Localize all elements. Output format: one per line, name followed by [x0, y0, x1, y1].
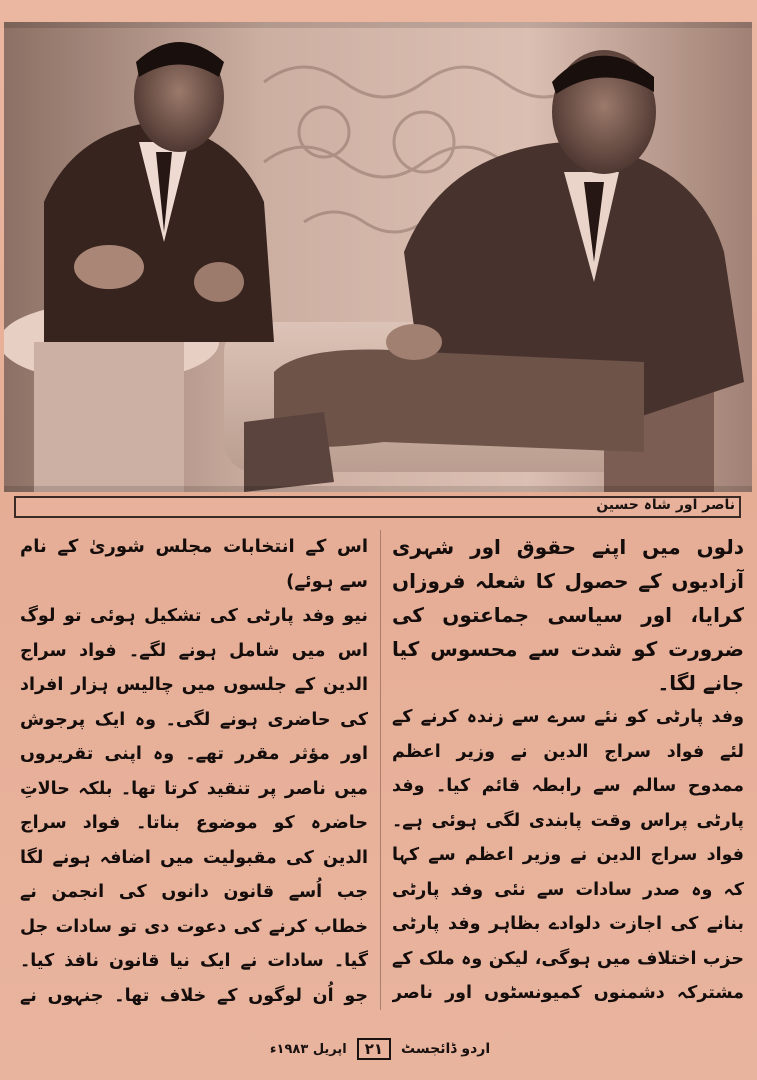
- issue-date: اپریل ۱۹۸۳ء: [269, 1041, 347, 1057]
- magazine-name: اردو ڈائجسٹ: [401, 1041, 491, 1057]
- paragraph: دلوں میں اپنے حقوق اور شہری آزادیوں کے حصول کا شعلہ فروزاں کرایا، اور سیاسی جماعتوں کی ضرورت کو شدت سے محسوس کیا جانے لگا۔: [392, 535, 744, 695]
- photo-caption: ناصر اور شاہ حسین: [596, 497, 735, 513]
- news-photograph: [4, 22, 752, 492]
- column-divider: [380, 530, 381, 1010]
- page-footer: [250, 1036, 510, 1062]
- page-number: ۲۱: [357, 1038, 391, 1060]
- photo-caption-bar: [14, 496, 741, 518]
- paragraph: وفد پارٹی کو نئے سرے سے زندہ کرنے کے لئے فواد سراج الدین نے وزیر اعظم ممدوح سالم سے رابطہ قائم کیا۔ وفد پارٹی پراس وقت پابندی لگی ہوئی ہے۔ فواد سراج الدین نے وزیر اعظم سے کہا کہ وہ صدر سادات سے نئی وفد پارٹی بنانے کی اجازت دلوادے بظاہر وفد پارٹی حزب اختلاف میں ہوگی، لیکن وہ ملک کے مشترکہ دشمنوں کمیونسٹوں اور ناصر: [392, 707, 744, 1003]
- article-column-right: [392, 530, 744, 1015]
- paragraph: نیو وفد پارٹی کی تشکیل ہوئی تو لوگ اس میں شامل ہونے لگے۔ فواد سراج الدین کے جلسوں میں چالیس ہزار افراد کی حاضری ہونے لگی۔ وہ ایک پرجوش اور مؤثر مقرر تھے۔ وہ اپنی تقریروں میں ناصر پر تنقید کرتا تھا۔ بلکہ حالاتِ حاضرہ کو موضوع بناتا۔ فواد سراج الدین کی مقبولیت میں اضافہ ہونے لگا جب اُسے قانون دانوں کی انجمن نے خطاب کرنے کی دعوت دی تو سادات جل گیا۔ سادات نے ایک نیا قانون نافذ کیا۔ جو اُن لوگوں کے خلاف تھا۔ جنہوں نے: [20, 606, 368, 1006]
- article-column-left: [20, 530, 368, 1015]
- photo-icon: [4, 22, 752, 492]
- paragraph: اس کے انتخابات مجلس شوریٰ کے نام سے ہوئے): [20, 536, 368, 592]
